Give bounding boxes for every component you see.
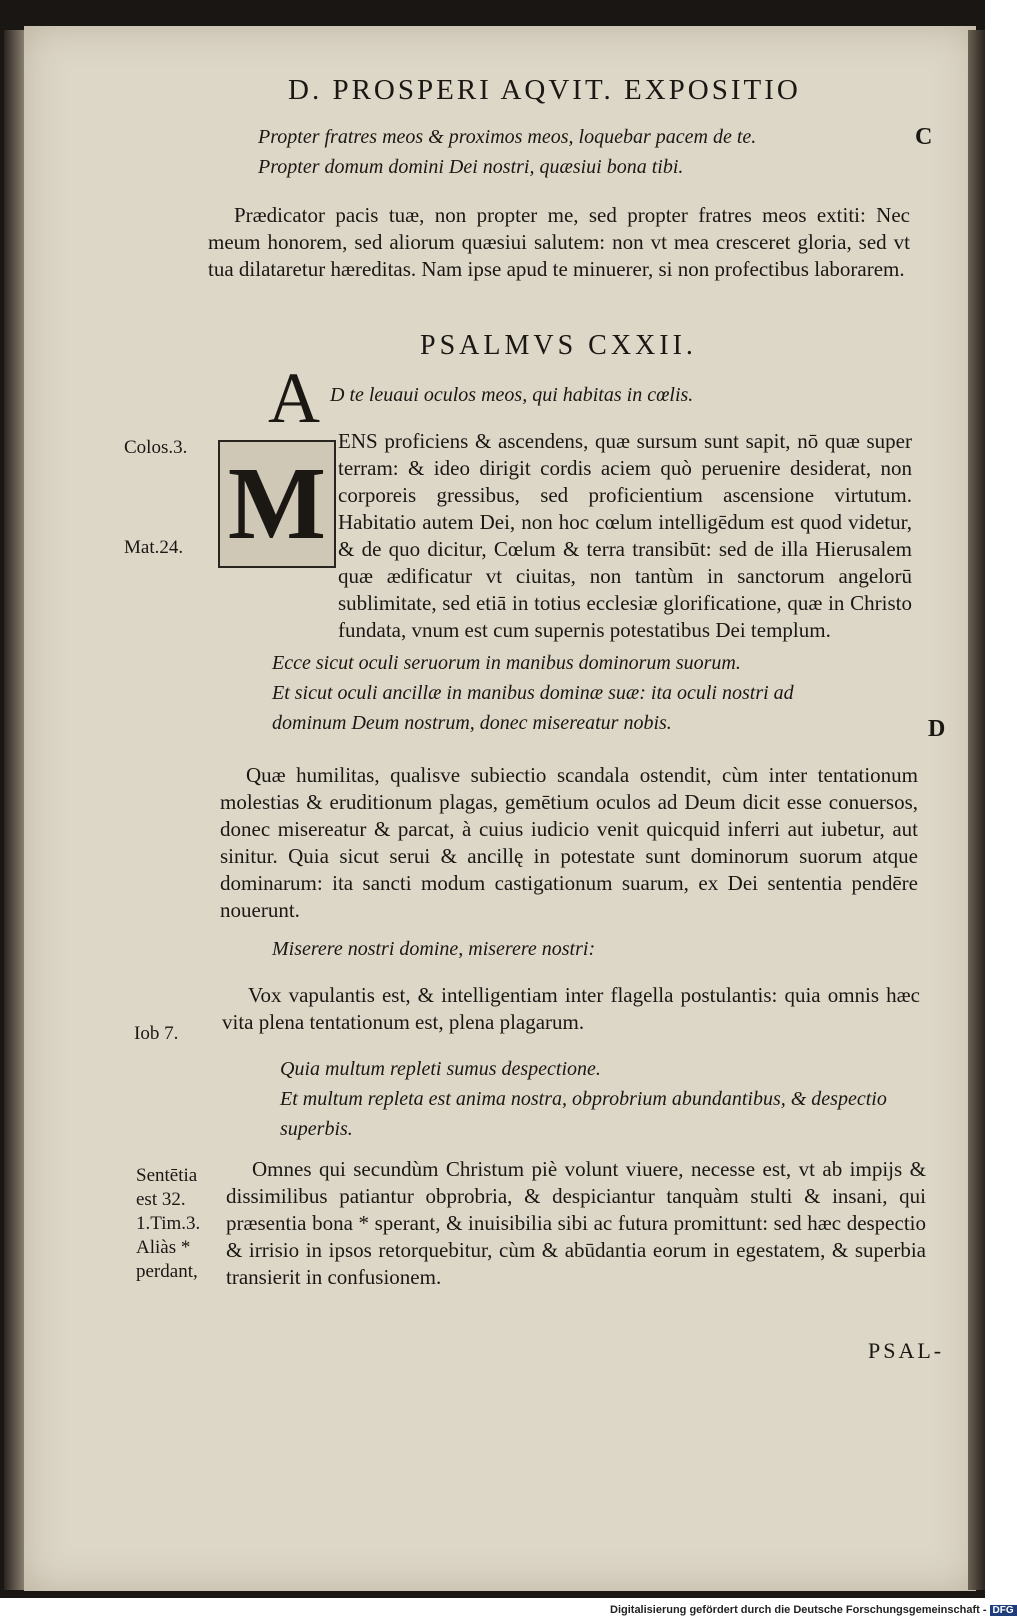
marginal-note-iob: Iob 7.	[134, 1023, 179, 1044]
commentary-paragraph: Quæ humilitas, qualisve subiectio scandala ostendit, cùm inter tentationum molestias & eruditionum plagas, gemētium oculos ad Deum dicit esse conuersos, donec misereatur & parcat, à cuius iudicio venit quicquid inferri aut iubetur, aut sinitur. Quia sicut serui & ancillę in potestate sunt dominorum suorum atque dominarum: ita sancti modum castigationum suarum, ex Dei sententia pendēre nouerunt.	[220, 763, 918, 922]
verse-line: Propter domum domini Dei nostri, quæsiui bona tibi.	[258, 156, 684, 178]
catchword: PSAL-	[868, 1338, 945, 1363]
marginal-note-sententia	[136, 1164, 200, 1284]
marginal-line: Aliàs *	[136, 1237, 191, 1258]
marginal-line: Sentētia	[136, 1165, 198, 1186]
marginal-note-mat: Mat.24.	[124, 537, 184, 558]
page-fore-edge	[968, 30, 985, 1590]
verse-line: Et multum repleta est anima nostra, obprobrium abundantibus, & despectio superbis.	[280, 1088, 887, 1140]
marginal-note-colos: Colos.3.	[124, 437, 188, 458]
marginal-line: est 32.	[136, 1189, 186, 1210]
dfg-logo: DFG	[990, 1605, 1017, 1616]
margin-letter-d: D	[928, 716, 946, 742]
margin-letter-c: C	[915, 124, 933, 150]
commentary-paragraph: Vox vapulantis est, & intelligentiam inter flagella postulantis: quia omnis hæc vita plena tentationum est, plena plagarum.	[222, 983, 920, 1034]
marginal-line: perdant,	[136, 1261, 198, 1282]
psalm-incipit: D te leuaui oculos meos, qui habitas in cœlis.	[330, 384, 694, 406]
verse-line: Ecce sicut oculi seruorum in manibus dominorum suorum.	[272, 652, 741, 674]
verse-line: Et sicut oculi ancillæ in manibus dominæ suæ: ita oculi nostri ad dominum Deum nostrum, donec misereatur nobis.	[272, 682, 794, 734]
commentary-paragraph: Prædicator pacis tuæ, non propter me, sed propter fratres meos extiti: Nec meum honorem, sed aliorum quæsiui salutem: non vt mea cresceret gloria, sed vt tua dilataretur hæreditas. Nam ipse apud te minuerer, si non profectibus laborarem.	[208, 203, 910, 281]
credit-text: Digitalisierung gefördert durch die Deutsche Forschungsgemeinschaft -	[610, 1604, 987, 1616]
psalm-initial: A	[268, 358, 320, 438]
ornamental-initial	[218, 440, 336, 568]
marginal-line: 1.Tim.3.	[136, 1213, 201, 1234]
verse-line: Propter fratres meos & proximos meos, loquebar pacem de te.	[258, 126, 757, 148]
book-spine-edge	[4, 30, 24, 1590]
running-head: D. PROSPERI AQVIT. EXPOSITIO	[288, 74, 801, 106]
psalm-title: PSALMVS CXXII.	[420, 330, 697, 361]
commentary-paragraph: Omnes qui secundùm Christum piè volunt viuere, necesse est, vt ab impijs & dissimilibus patiantur obprobria, & despiciantur tanquàm stulti & insani, qui præsentia bona * sperant, & inuisibilia sibi ac futura promittunt: sed hæc despectio & irrisio in ipsos retorquebitur, cùm & abūdantia eorum in egestatem, & superbia transierit in confusionem.	[226, 1157, 926, 1289]
commentary-paragraph-head: ENS proficiens & ascendens, quæ sursum sunt sapit, nō quæ super terram: & ideo dirigit cordis aciem quò peruenire desiderat, non corporeis gressibus, sed proficientium ascensione virtutum. Habitatio autem Dei, non hoc cœlum intelligēdum est quod videtur, & de quo dicitur, Cœlum & terra transibūt: sed de illa Hierusalem quæ ædificatur vt ciuitas, non tantùm in sanctorum angelorū sublimitate, sed etiā in totius ecclesiæ glorificatione, quæ in Christo fundata, vnum est cum supernis potestatibus Dei templum.	[338, 429, 912, 642]
digitization-credit	[610, 1604, 1014, 1616]
ornamental-initial-letter: M	[227, 446, 327, 561]
verse-line: Miserere nostri domine, miserere nostri:	[272, 938, 596, 960]
verse-line: Quia multum repleti sumus despectione.	[280, 1058, 601, 1080]
